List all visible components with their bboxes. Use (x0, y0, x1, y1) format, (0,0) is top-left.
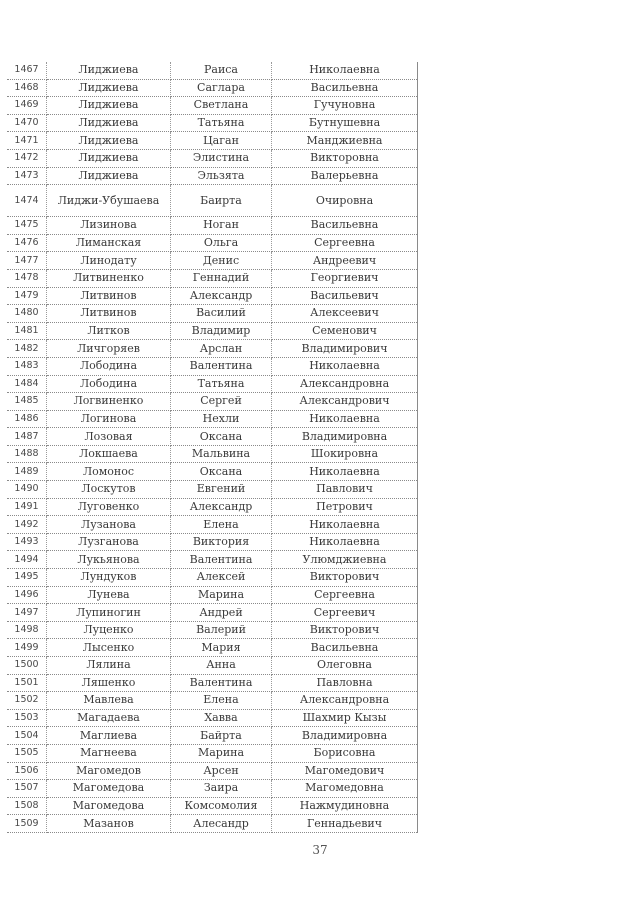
last-name-cell: Лиджиева (47, 97, 171, 115)
row-number-cell: 1482 (7, 340, 47, 358)
patronymic-cell: Александровна (272, 375, 418, 393)
first-name-cell: Арсен (171, 762, 272, 780)
first-name-cell: Татьяна (171, 114, 272, 132)
first-name-cell: Сергей (171, 393, 272, 411)
last-name-cell: Лиманская (47, 234, 171, 252)
last-name-cell: Лиджиева (47, 132, 171, 150)
patronymic-cell: Владимирович (272, 340, 418, 358)
first-name-cell: Арслан (171, 340, 272, 358)
patronymic-cell: Шахмир Кызы (272, 709, 418, 727)
last-name-cell: Лиджиева (47, 62, 171, 79)
table-row (7, 621, 418, 639)
first-name-cell: Валентина (171, 357, 272, 375)
row-number-cell: 1504 (7, 727, 47, 745)
patronymic-cell: Георгиевич (272, 269, 418, 287)
first-name-cell: Алесандр (171, 815, 272, 833)
patronymic-cell: Александровна (272, 692, 418, 710)
row-number-cell: 1467 (7, 62, 47, 79)
row-number-cell: 1502 (7, 692, 47, 710)
row-number-cell: 1497 (7, 604, 47, 622)
first-name-cell: Нехли (171, 410, 272, 428)
last-name-cell: Лундуков (47, 569, 171, 587)
last-name-cell: Литвиненко (47, 269, 171, 287)
table-row (7, 797, 418, 815)
patronymic-cell: Николаевна (272, 533, 418, 551)
table-row (7, 375, 418, 393)
table-row (7, 533, 418, 551)
first-name-cell: Геннадий (171, 269, 272, 287)
patronymic-cell: Магомедович (272, 762, 418, 780)
table-row (7, 62, 418, 79)
patronymic-cell: Валерьевна (272, 167, 418, 185)
first-name-cell: Виктория (171, 533, 272, 551)
table-row (7, 410, 418, 428)
first-name-cell: Александр (171, 287, 272, 305)
last-name-cell: Лунева (47, 586, 171, 604)
row-number-cell: 1490 (7, 481, 47, 499)
row-number-cell: 1509 (7, 815, 47, 833)
table-row (7, 269, 418, 287)
last-name-cell: Лялина (47, 657, 171, 675)
first-name-cell: Василий (171, 305, 272, 323)
last-name-cell: Лободина (47, 357, 171, 375)
row-number-cell: 1474 (7, 185, 47, 217)
last-name-cell: Линодату (47, 252, 171, 270)
first-name-cell: Марина (171, 586, 272, 604)
patronymic-cell: Шокировна (272, 445, 418, 463)
first-name-cell: Елена (171, 516, 272, 534)
row-number-cell: 1470 (7, 114, 47, 132)
patronymic-cell: Андреевич (272, 252, 418, 270)
row-number-cell: 1491 (7, 498, 47, 516)
table-row (7, 604, 418, 622)
last-name-cell: Литвинов (47, 305, 171, 323)
row-number-cell: 1494 (7, 551, 47, 569)
patronymic-cell: Геннадьевич (272, 815, 418, 833)
table-row (7, 185, 418, 217)
patronymic-cell: Викторович (272, 569, 418, 587)
row-number-cell: 1476 (7, 234, 47, 252)
table-row (7, 149, 418, 167)
patronymic-cell: Васильевна (272, 217, 418, 235)
last-name-cell: Маглиева (47, 727, 171, 745)
last-name-cell: Логинова (47, 410, 171, 428)
patronymic-cell: Николаевна (272, 463, 418, 481)
last-name-cell: Лузанова (47, 516, 171, 534)
first-name-cell: Евгений (171, 481, 272, 499)
first-name-cell: Елена (171, 692, 272, 710)
last-name-cell: Лиджи-Убушаева (47, 185, 171, 217)
last-name-cell: Магадаева (47, 709, 171, 727)
first-name-cell: Валерий (171, 621, 272, 639)
last-name-cell: Лысенко (47, 639, 171, 657)
first-name-cell: Оксана (171, 428, 272, 446)
last-name-cell: Лупиногин (47, 604, 171, 622)
row-number-cell: 1472 (7, 149, 47, 167)
patronymic-cell: Викторович (272, 621, 418, 639)
table-row (7, 132, 418, 150)
last-name-cell: Луговенко (47, 498, 171, 516)
row-number-cell: 1486 (7, 410, 47, 428)
patronymic-cell: Александрович (272, 393, 418, 411)
table-row (7, 657, 418, 675)
table-row (7, 217, 418, 235)
last-name-cell: Локшаева (47, 445, 171, 463)
first-name-cell: Валентина (171, 551, 272, 569)
first-name-cell: Светлана (171, 97, 272, 115)
table-row (7, 322, 418, 340)
last-name-cell: Лоскутов (47, 481, 171, 499)
last-name-cell: Ломонос (47, 463, 171, 481)
table-row (7, 762, 418, 780)
table-row (7, 586, 418, 604)
patronymic-cell: Николаевна (272, 357, 418, 375)
row-number-cell: 1469 (7, 97, 47, 115)
table-row (7, 340, 418, 358)
table-row (7, 639, 418, 657)
table-row (7, 97, 418, 115)
table-row (7, 357, 418, 375)
last-name-cell: Магомедова (47, 797, 171, 815)
table-row (7, 709, 418, 727)
row-number-cell: 1468 (7, 79, 47, 97)
page-number: 37 (312, 843, 328, 857)
table-row (7, 167, 418, 185)
row-number-cell: 1495 (7, 569, 47, 587)
last-name-cell: Луценко (47, 621, 171, 639)
first-name-cell: Хавва (171, 709, 272, 727)
last-name-cell: Ляшенко (47, 674, 171, 692)
patronymic-cell: Семенович (272, 322, 418, 340)
last-name-cell: Лободина (47, 375, 171, 393)
row-number-cell: 1479 (7, 287, 47, 305)
row-number-cell: 1483 (7, 357, 47, 375)
last-name-cell: Лиджиева (47, 167, 171, 185)
patronymic-cell: Николаевна (272, 62, 418, 79)
last-name-cell: Лукьянова (47, 551, 171, 569)
patronymic-cell: Васильевна (272, 79, 418, 97)
patronymic-cell: Николаевна (272, 410, 418, 428)
last-name-cell: Мавлева (47, 692, 171, 710)
patronymic-cell: Сергеевна (272, 234, 418, 252)
first-name-cell: Цаган (171, 132, 272, 150)
table-row (7, 428, 418, 446)
first-name-cell: Татьяна (171, 375, 272, 393)
table-row (7, 516, 418, 534)
last-name-cell: Литков (47, 322, 171, 340)
table-row (7, 305, 418, 323)
table-row (7, 780, 418, 798)
table-row (7, 692, 418, 710)
last-name-cell: Личгоряев (47, 340, 171, 358)
name-list-table (7, 62, 418, 833)
last-name-cell: Лозовая (47, 428, 171, 446)
patronymic-cell: Олеговна (272, 657, 418, 675)
first-name-cell: Денис (171, 252, 272, 270)
row-number-cell: 1488 (7, 445, 47, 463)
patronymic-cell: Алексеевич (272, 305, 418, 323)
row-number-cell: 1505 (7, 744, 47, 762)
table-row (7, 463, 418, 481)
patronymic-cell: Нажмудиновна (272, 797, 418, 815)
first-name-cell: Баирта (171, 185, 272, 217)
row-number-cell: 1498 (7, 621, 47, 639)
patronymic-cell: Петрович (272, 498, 418, 516)
row-number-cell: 1507 (7, 780, 47, 798)
row-number-cell: 1478 (7, 269, 47, 287)
patronymic-cell: Павлович (272, 481, 418, 499)
first-name-cell: Ольга (171, 234, 272, 252)
row-number-cell: 1496 (7, 586, 47, 604)
patronymic-cell: Сергеевич (272, 604, 418, 622)
row-number-cell: 1506 (7, 762, 47, 780)
last-name-cell: Лизинова (47, 217, 171, 235)
table-row (7, 393, 418, 411)
table-row (7, 445, 418, 463)
first-name-cell: Валентина (171, 674, 272, 692)
row-number-cell: 1503 (7, 709, 47, 727)
row-number-cell: 1492 (7, 516, 47, 534)
patronymic-cell: Бутнушевна (272, 114, 418, 132)
last-name-cell: Лузганова (47, 533, 171, 551)
patronymic-cell: Владимировна (272, 727, 418, 745)
row-number-cell: 1493 (7, 533, 47, 551)
row-number-cell: 1477 (7, 252, 47, 270)
row-number-cell: 1481 (7, 322, 47, 340)
patronymic-cell: Очировна (272, 185, 418, 217)
patronymic-cell: Владимировна (272, 428, 418, 446)
last-name-cell: Литвинов (47, 287, 171, 305)
table-row (7, 569, 418, 587)
row-number-cell: 1480 (7, 305, 47, 323)
last-name-cell: Магомедов (47, 762, 171, 780)
first-name-cell: Эльзята (171, 167, 272, 185)
table-row (7, 114, 418, 132)
first-name-cell: Алексей (171, 569, 272, 587)
table-row (7, 498, 418, 516)
first-name-cell: Элистина (171, 149, 272, 167)
table-row (7, 815, 418, 833)
table-row (7, 287, 418, 305)
row-number-cell: 1471 (7, 132, 47, 150)
first-name-cell: Комсомолия (171, 797, 272, 815)
row-number-cell: 1485 (7, 393, 47, 411)
table-row (7, 234, 418, 252)
row-number-cell: 1484 (7, 375, 47, 393)
first-name-cell: Саглара (171, 79, 272, 97)
patronymic-cell: Васильевич (272, 287, 418, 305)
row-number-cell: 1489 (7, 463, 47, 481)
patronymic-cell: Васильевна (272, 639, 418, 657)
patronymic-cell: Викторовна (272, 149, 418, 167)
patronymic-cell: Гучуновна (272, 97, 418, 115)
first-name-cell: Андрей (171, 604, 272, 622)
first-name-cell: Владимир (171, 322, 272, 340)
patronymic-cell: Улюмджиевна (272, 551, 418, 569)
table-row (7, 79, 418, 97)
last-name-cell: Логвиненко (47, 393, 171, 411)
row-number-cell: 1501 (7, 674, 47, 692)
patronymic-cell: Николаевна (272, 516, 418, 534)
last-name-cell: Лиджиева (47, 79, 171, 97)
last-name-cell: Магнеева (47, 744, 171, 762)
table-row (7, 674, 418, 692)
table-row (7, 551, 418, 569)
table-row (7, 252, 418, 270)
patronymic-cell: Магомедовна (272, 780, 418, 798)
row-number-cell: 1499 (7, 639, 47, 657)
row-number-cell: 1508 (7, 797, 47, 815)
last-name-cell: Лиджиева (47, 114, 171, 132)
first-name-cell: Мария (171, 639, 272, 657)
row-number-cell: 1473 (7, 167, 47, 185)
first-name-cell: Мальвина (171, 445, 272, 463)
first-name-cell: Байрта (171, 727, 272, 745)
row-number-cell: 1500 (7, 657, 47, 675)
first-name-cell: Оксана (171, 463, 272, 481)
table-row (7, 727, 418, 745)
row-number-cell: 1475 (7, 217, 47, 235)
last-name-cell: Мазанов (47, 815, 171, 833)
first-name-cell: Заира (171, 780, 272, 798)
first-name-cell: Раиса (171, 62, 272, 79)
patronymic-cell: Сергеевна (272, 586, 418, 604)
last-name-cell: Магомедова (47, 780, 171, 798)
table-row (7, 481, 418, 499)
first-name-cell: Александр (171, 498, 272, 516)
last-name-cell: Лиджиева (47, 149, 171, 167)
patronymic-cell: Борисовна (272, 744, 418, 762)
patronymic-cell: Манджиевна (272, 132, 418, 150)
patronymic-cell: Павловна (272, 674, 418, 692)
first-name-cell: Марина (171, 744, 272, 762)
row-number-cell: 1487 (7, 428, 47, 446)
table-row (7, 744, 418, 762)
first-name-cell: Ноган (171, 217, 272, 235)
first-name-cell: Анна (171, 657, 272, 675)
